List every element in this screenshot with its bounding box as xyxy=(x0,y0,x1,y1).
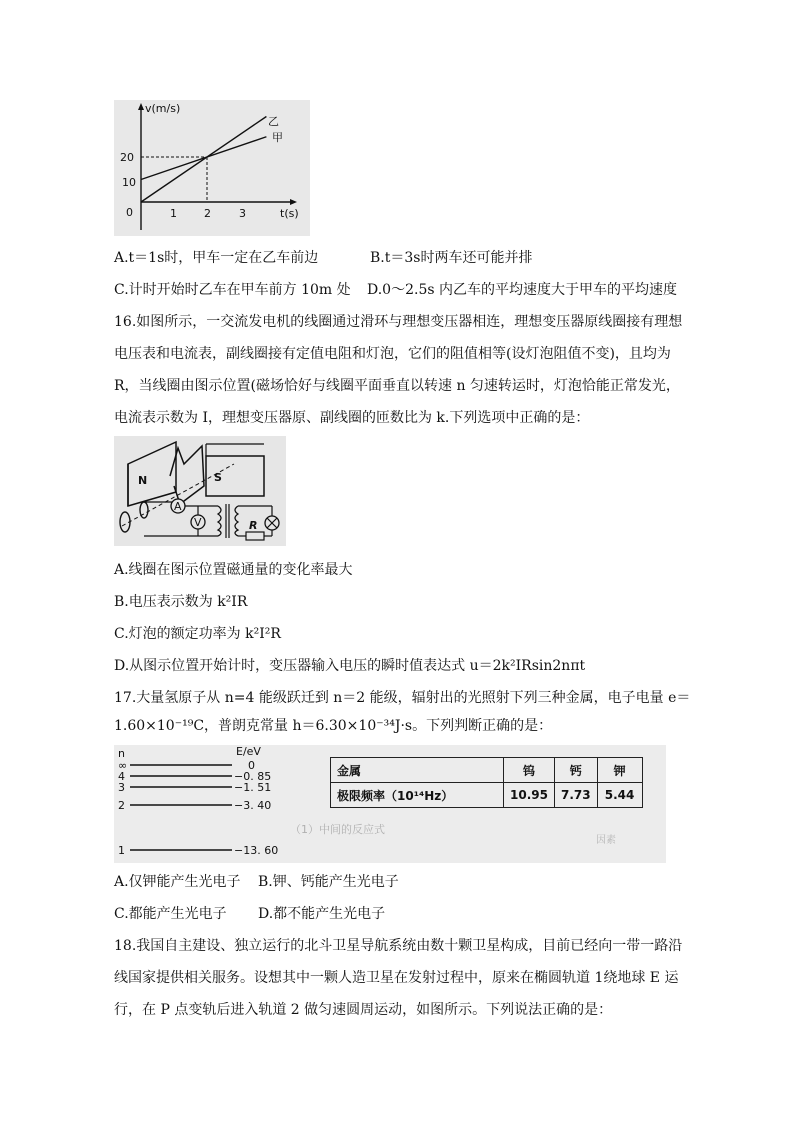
x-axis-label: t(s) xyxy=(280,207,299,220)
q15-option-d: D.0～2.5s 内乙车的平均速度大于甲车的平均速度 xyxy=(367,282,677,298)
level-n-2: 2 xyxy=(118,799,125,812)
table-header-row xyxy=(331,758,643,783)
y-axis-label: v(m/s) xyxy=(145,102,181,115)
q16-stem-line-2: 电压表和电流表，副线圈接有定值电阻和灯泡，它们的阻值相等(设灯泡阻值不变)，且均为 xyxy=(114,346,671,362)
q18-stem-line-2: 线国家提供相关服务。设想其中一颗人造卫星在发射过程中，原来在椭圆轨道 1绕地球 E 运 xyxy=(114,970,679,986)
y-tick-20: 20 xyxy=(120,151,134,164)
q17-option-b: B.钾、钙能产生光电子 xyxy=(258,874,399,890)
q16-stem-line-3: R，当线圈由图示位置(磁场恰好与线圈平面垂直以转速 n 匀速转运时，灯泡恰能正常发光， xyxy=(114,378,680,394)
q16-option-b: B.电压表示数为 k²IR xyxy=(114,594,248,610)
resistor-label: R xyxy=(249,519,258,532)
q17-stem-line-1: 17.大量氢原子从 n=4 能级跃迁到 n＝2 能级，辐射出的光照射下列三种金属，电子电量 e＝ xyxy=(114,690,691,706)
y-tick-10: 10 xyxy=(122,176,136,189)
vt-graph-figure xyxy=(114,100,310,236)
q15-option-a: A.t＝1s时，甲车一定在乙车前边 xyxy=(114,250,319,266)
table-header-metal: 金属 xyxy=(331,758,504,783)
level-n-inf: ∞ xyxy=(118,759,128,772)
magnet-s-label: S xyxy=(214,471,222,484)
level-e-2: −3. 40 xyxy=(234,799,272,812)
level-e-4: −0. 85 xyxy=(234,770,272,783)
magnet-n-label: N xyxy=(138,474,148,487)
levels-header-e: E/eV xyxy=(236,745,261,758)
level-n-4: 4 xyxy=(118,770,125,783)
levels-header-n: n xyxy=(118,747,125,760)
x-tick-3: 3 xyxy=(239,207,246,220)
level-e-inf: 0 xyxy=(248,759,255,772)
energy-level-figure xyxy=(114,745,666,863)
q17-option-c: C.都能产生光电子 xyxy=(114,906,227,922)
table-header-potassium: 钾 xyxy=(597,758,642,783)
faint-bleed-text-2: 因素 xyxy=(596,835,616,846)
table-header-tungsten: 钨 xyxy=(504,758,555,783)
ammeter-label: A xyxy=(174,500,182,513)
q18-stem-line-3: 行，在 P 点变轨后进入轨道 2 做匀速圆周运动，如图所示。下列说法正确的是： xyxy=(114,1002,613,1018)
faint-bleed-text-1: （1）中间的反应式 xyxy=(290,823,385,836)
voltmeter-label: V xyxy=(194,516,202,529)
x-tick-2: 2 xyxy=(204,207,211,220)
level-e-1: −13. 60 xyxy=(234,844,279,857)
line-label-yi: 乙 xyxy=(268,115,279,128)
q15-option-c: C.计时开始时乙车在甲车前方 10m 处 xyxy=(114,282,351,298)
metal-threshold-table xyxy=(330,757,643,808)
table-row xyxy=(331,783,643,808)
y-tick-0: 0 xyxy=(126,206,133,219)
table-value-tungsten: 10.95 xyxy=(504,783,555,808)
q16-option-c: C.灯泡的额定功率为 k²I²R xyxy=(114,626,281,642)
table-value-potassium: 5.44 xyxy=(597,783,642,808)
level-n-3: 3 xyxy=(118,781,125,794)
table-row-label: 极限频率（10¹⁴Hz） xyxy=(331,783,504,808)
line-label-jia: 甲 xyxy=(272,131,283,144)
x-tick-1: 1 xyxy=(170,207,177,220)
q17-stem-line-2: 1.60×10⁻¹⁹C，普朗克常量 h＝6.30×10⁻³⁴J·s。下列判断正确的是： xyxy=(114,718,553,734)
table-value-calcium: 7.73 xyxy=(554,783,597,808)
level-n-1: 1 xyxy=(118,844,125,857)
q16-stem-line-1: 16.如图所示，一交流发电机的线圈通过滑环与理想变压器相连，理想变压器原线圈接有理想 xyxy=(114,314,683,330)
q16-stem-line-4: 电流表示数为 I，理想变压器原、副线圈的匝数比为 k.下列选项中正确的是： xyxy=(114,410,590,426)
q17-option-a: A.仅钾能产生光电子 xyxy=(114,874,241,890)
table-header-calcium: 钙 xyxy=(554,758,597,783)
q16-option-a: A.线圈在图示位置磁通量的变化率最大 xyxy=(114,562,353,578)
q16-option-d: D.从图示位置开始计时，变压器输入电压的瞬时值表达式 u＝2k²IRsin2nπt xyxy=(114,658,586,674)
q18-stem-line-1: 18.我国自主建设、独立运行的北斗卫星导航系统由数十颗卫星构成，目前已经向一带一路沿 xyxy=(114,938,683,954)
level-e-3: −1. 51 xyxy=(234,781,272,794)
q15-option-b: B.t＝3s时两车还可能并排 xyxy=(370,250,533,266)
generator-transformer-figure xyxy=(114,436,286,546)
q17-option-d: D.都不能产生光电子 xyxy=(258,906,386,922)
